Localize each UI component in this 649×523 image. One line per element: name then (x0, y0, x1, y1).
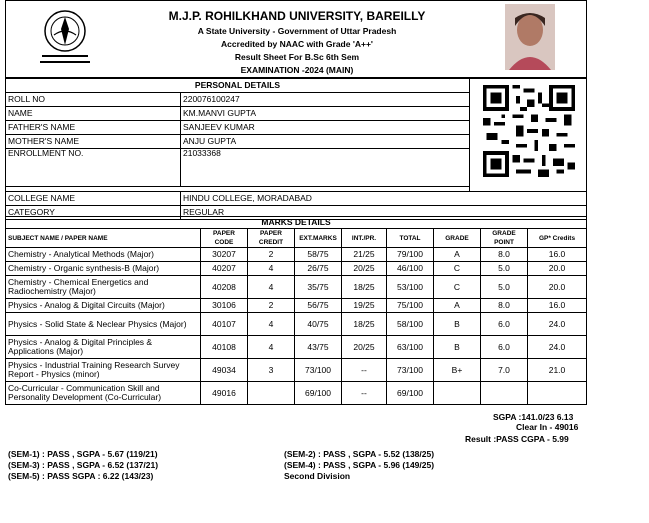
table-row (6, 299, 587, 313)
sem-1-result: (SEM-1) : PASS , SGPA - 5.67 (119/21) (8, 449, 158, 459)
table-row (6, 336, 587, 359)
ext-marks: 40/75 (295, 313, 342, 336)
subject-name: Co-Curricular - Communication Skill and Personality Development (Co-Curricular) (6, 382, 201, 405)
mother-label: MOTHER'S NAME (6, 135, 181, 149)
grade-point: 8.0 (481, 248, 528, 262)
subject-name: Chemistry - Chemical Energetics and Radiochemistry (Major) (6, 276, 201, 299)
table-row (6, 359, 587, 382)
mother-value: ANJU GUPTA (181, 135, 470, 149)
total-marks: 58/100 (387, 313, 434, 336)
subject-name: Physics - Industrial Training Research Survey Report - Physics (minor) (6, 359, 201, 382)
paper-code: 30106 (201, 299, 248, 313)
name-value: KM.MANVI GUPTA (181, 107, 470, 121)
category-label: CATEGORY (6, 206, 181, 220)
enrollment-label: ENROLLMENT NO. (6, 149, 181, 187)
table-row (6, 248, 587, 262)
name-label: NAME (6, 107, 181, 121)
grade-point: 5.0 (481, 276, 528, 299)
father-value: SANJEEV KUMAR (181, 121, 470, 135)
paper-credit: 4 (248, 313, 295, 336)
ext-marks: 73/100 (295, 359, 342, 382)
total-marks: 69/100 (387, 382, 434, 405)
sheet-title: Result Sheet For B.Sc 6th Sem (234, 52, 360, 62)
subject-name: Chemistry - Organic synthesis-B (Major) (6, 262, 201, 276)
paper-code: 40207 (201, 262, 248, 276)
paper-code: 40108 (201, 336, 248, 359)
paper-credit: 2 (248, 299, 295, 313)
total-marks: 46/100 (387, 262, 434, 276)
division: Second Division (284, 471, 351, 481)
grade: B+ (434, 359, 481, 382)
ext-marks: 58/75 (295, 248, 342, 262)
gp-credits (528, 382, 587, 405)
subject-name: Chemistry - Analytical Methods (Major) (6, 248, 201, 262)
roll-label: ROLL NO (6, 93, 181, 107)
gp-credits: 16.0 (528, 248, 587, 262)
table-row (6, 262, 587, 276)
paper-code: 49016 (201, 382, 248, 405)
student-photo (505, 4, 555, 70)
col-grade: GRADE (434, 229, 481, 248)
enrollment-value: 21033368 (181, 149, 470, 187)
grade-point (481, 382, 528, 405)
college-label: COLLEGE NAME (6, 192, 181, 206)
ext-marks: 69/100 (295, 382, 342, 405)
paper-credit: 4 (248, 276, 295, 299)
total-marks: 63/100 (387, 336, 434, 359)
marks-details-title: MARKS DETAILS (6, 217, 587, 229)
grade: A (434, 299, 481, 313)
university-name: M.J.P. ROHILKHAND UNIVERSITY, BAREILLY (168, 9, 426, 23)
int-marks: 19/25 (342, 299, 387, 313)
col-total: TOTAL (387, 229, 434, 248)
ext-marks: 26/75 (295, 262, 342, 276)
int-marks: 20/25 (342, 336, 387, 359)
int-marks: 21/25 (342, 248, 387, 262)
col-subject: SUBJECT NAME / PAPER NAME (6, 229, 201, 248)
marks-header-row (6, 229, 587, 248)
paper-credit: 2 (248, 248, 295, 262)
grade-point: 8.0 (481, 299, 528, 313)
qr-code-icon (483, 85, 575, 177)
ext-marks: 43/75 (295, 336, 342, 359)
paper-code: 40107 (201, 313, 248, 336)
sheet-header (5, 0, 587, 78)
grade-point: 7.0 (481, 359, 528, 382)
col-int-pr: INT./PR. (342, 229, 387, 248)
final-result: Result :PASS CGPA - 5.99 (465, 434, 569, 444)
paper-code: 30207 (201, 248, 248, 262)
total-marks: 75/100 (387, 299, 434, 313)
grade: A (434, 248, 481, 262)
naac-accreditation: Accredited by NAAC with Grade 'A++' (221, 39, 373, 49)
total-marks: 79/100 (387, 248, 434, 262)
col-grade-point: GRADE POINT (481, 229, 528, 248)
category-value: REGULAR (181, 206, 587, 220)
gp-credits: 16.0 (528, 299, 587, 313)
int-marks: -- (342, 359, 387, 382)
clear-in: Clear In - 49016 (516, 422, 579, 432)
sem-3-result: (SEM-3) : PASS , SGPA - 6.52 (137/21) (8, 460, 159, 470)
ext-marks: 56/75 (295, 299, 342, 313)
total-marks: 73/100 (387, 359, 434, 382)
sem-4-result: (SEM-4) : PASS , SGPA - 5.96 (149/25) (284, 460, 435, 470)
int-marks: 18/25 (342, 276, 387, 299)
exam-title: EXAMINATION -2024 (MAIN) (240, 65, 354, 75)
col-paper-code: PAPER CODE (201, 229, 248, 248)
subject-name: Physics - Analog & Digital Principles & Applications (Major) (6, 336, 201, 359)
gp-credits: 20.0 (528, 276, 587, 299)
gp-credits: 24.0 (528, 336, 587, 359)
paper-code: 40208 (201, 276, 248, 299)
grade-point: 5.0 (481, 262, 528, 276)
int-marks: 20/25 (342, 262, 387, 276)
subject-name: Physics - Solid State & Neclear Physics (Major) (6, 313, 201, 336)
gp-credits: 24.0 (528, 313, 587, 336)
sem-5-result: (SEM-5) : PASS SGPA : 6.22 (143/23) (8, 471, 154, 481)
grade: C (434, 276, 481, 299)
paper-credit: 4 (248, 262, 295, 276)
subject-name: Physics - Analog & Digital Circuits (Major) (6, 299, 201, 313)
university-subtitle: A State University - Government of Uttar Pradesh (197, 26, 397, 36)
grade-point: 6.0 (481, 336, 528, 359)
table-row (6, 382, 587, 405)
paper-code: 49034 (201, 359, 248, 382)
sem-2-result: (SEM-2) : PASS , SGPA - 5.52 (138/25) (284, 449, 435, 459)
college-value: HINDU COLLEGE, MORADABAD (181, 192, 587, 206)
grade: C (434, 262, 481, 276)
grade: B (434, 313, 481, 336)
sgpa-summary: SGPA :141.0/23 6.13 (493, 412, 574, 422)
roll-value: 220076100247 (181, 93, 470, 107)
col-paper-credit: PAPER CREDIT (248, 229, 295, 248)
grade: B (434, 336, 481, 359)
total-marks: 53/100 (387, 276, 434, 299)
table-row (6, 313, 587, 336)
paper-credit: 4 (248, 336, 295, 359)
marks-details-table (5, 216, 587, 405)
father-label: FATHER'S NAME (6, 121, 181, 135)
personal-details-title: PERSONAL DETAILS (6, 79, 470, 93)
ext-marks: 35/75 (295, 276, 342, 299)
grade-point: 6.0 (481, 313, 528, 336)
col-ext-marks: EXT.MARKS (295, 229, 342, 248)
paper-credit: 3 (248, 359, 295, 382)
int-marks: 18/25 (342, 313, 387, 336)
table-row (6, 276, 587, 299)
gp-credits: 20.0 (528, 262, 587, 276)
int-marks: -- (342, 382, 387, 405)
grade (434, 382, 481, 405)
gp-credits: 21.0 (528, 359, 587, 382)
paper-credit (248, 382, 295, 405)
col-gp-credits: GP* Credits (528, 229, 587, 248)
